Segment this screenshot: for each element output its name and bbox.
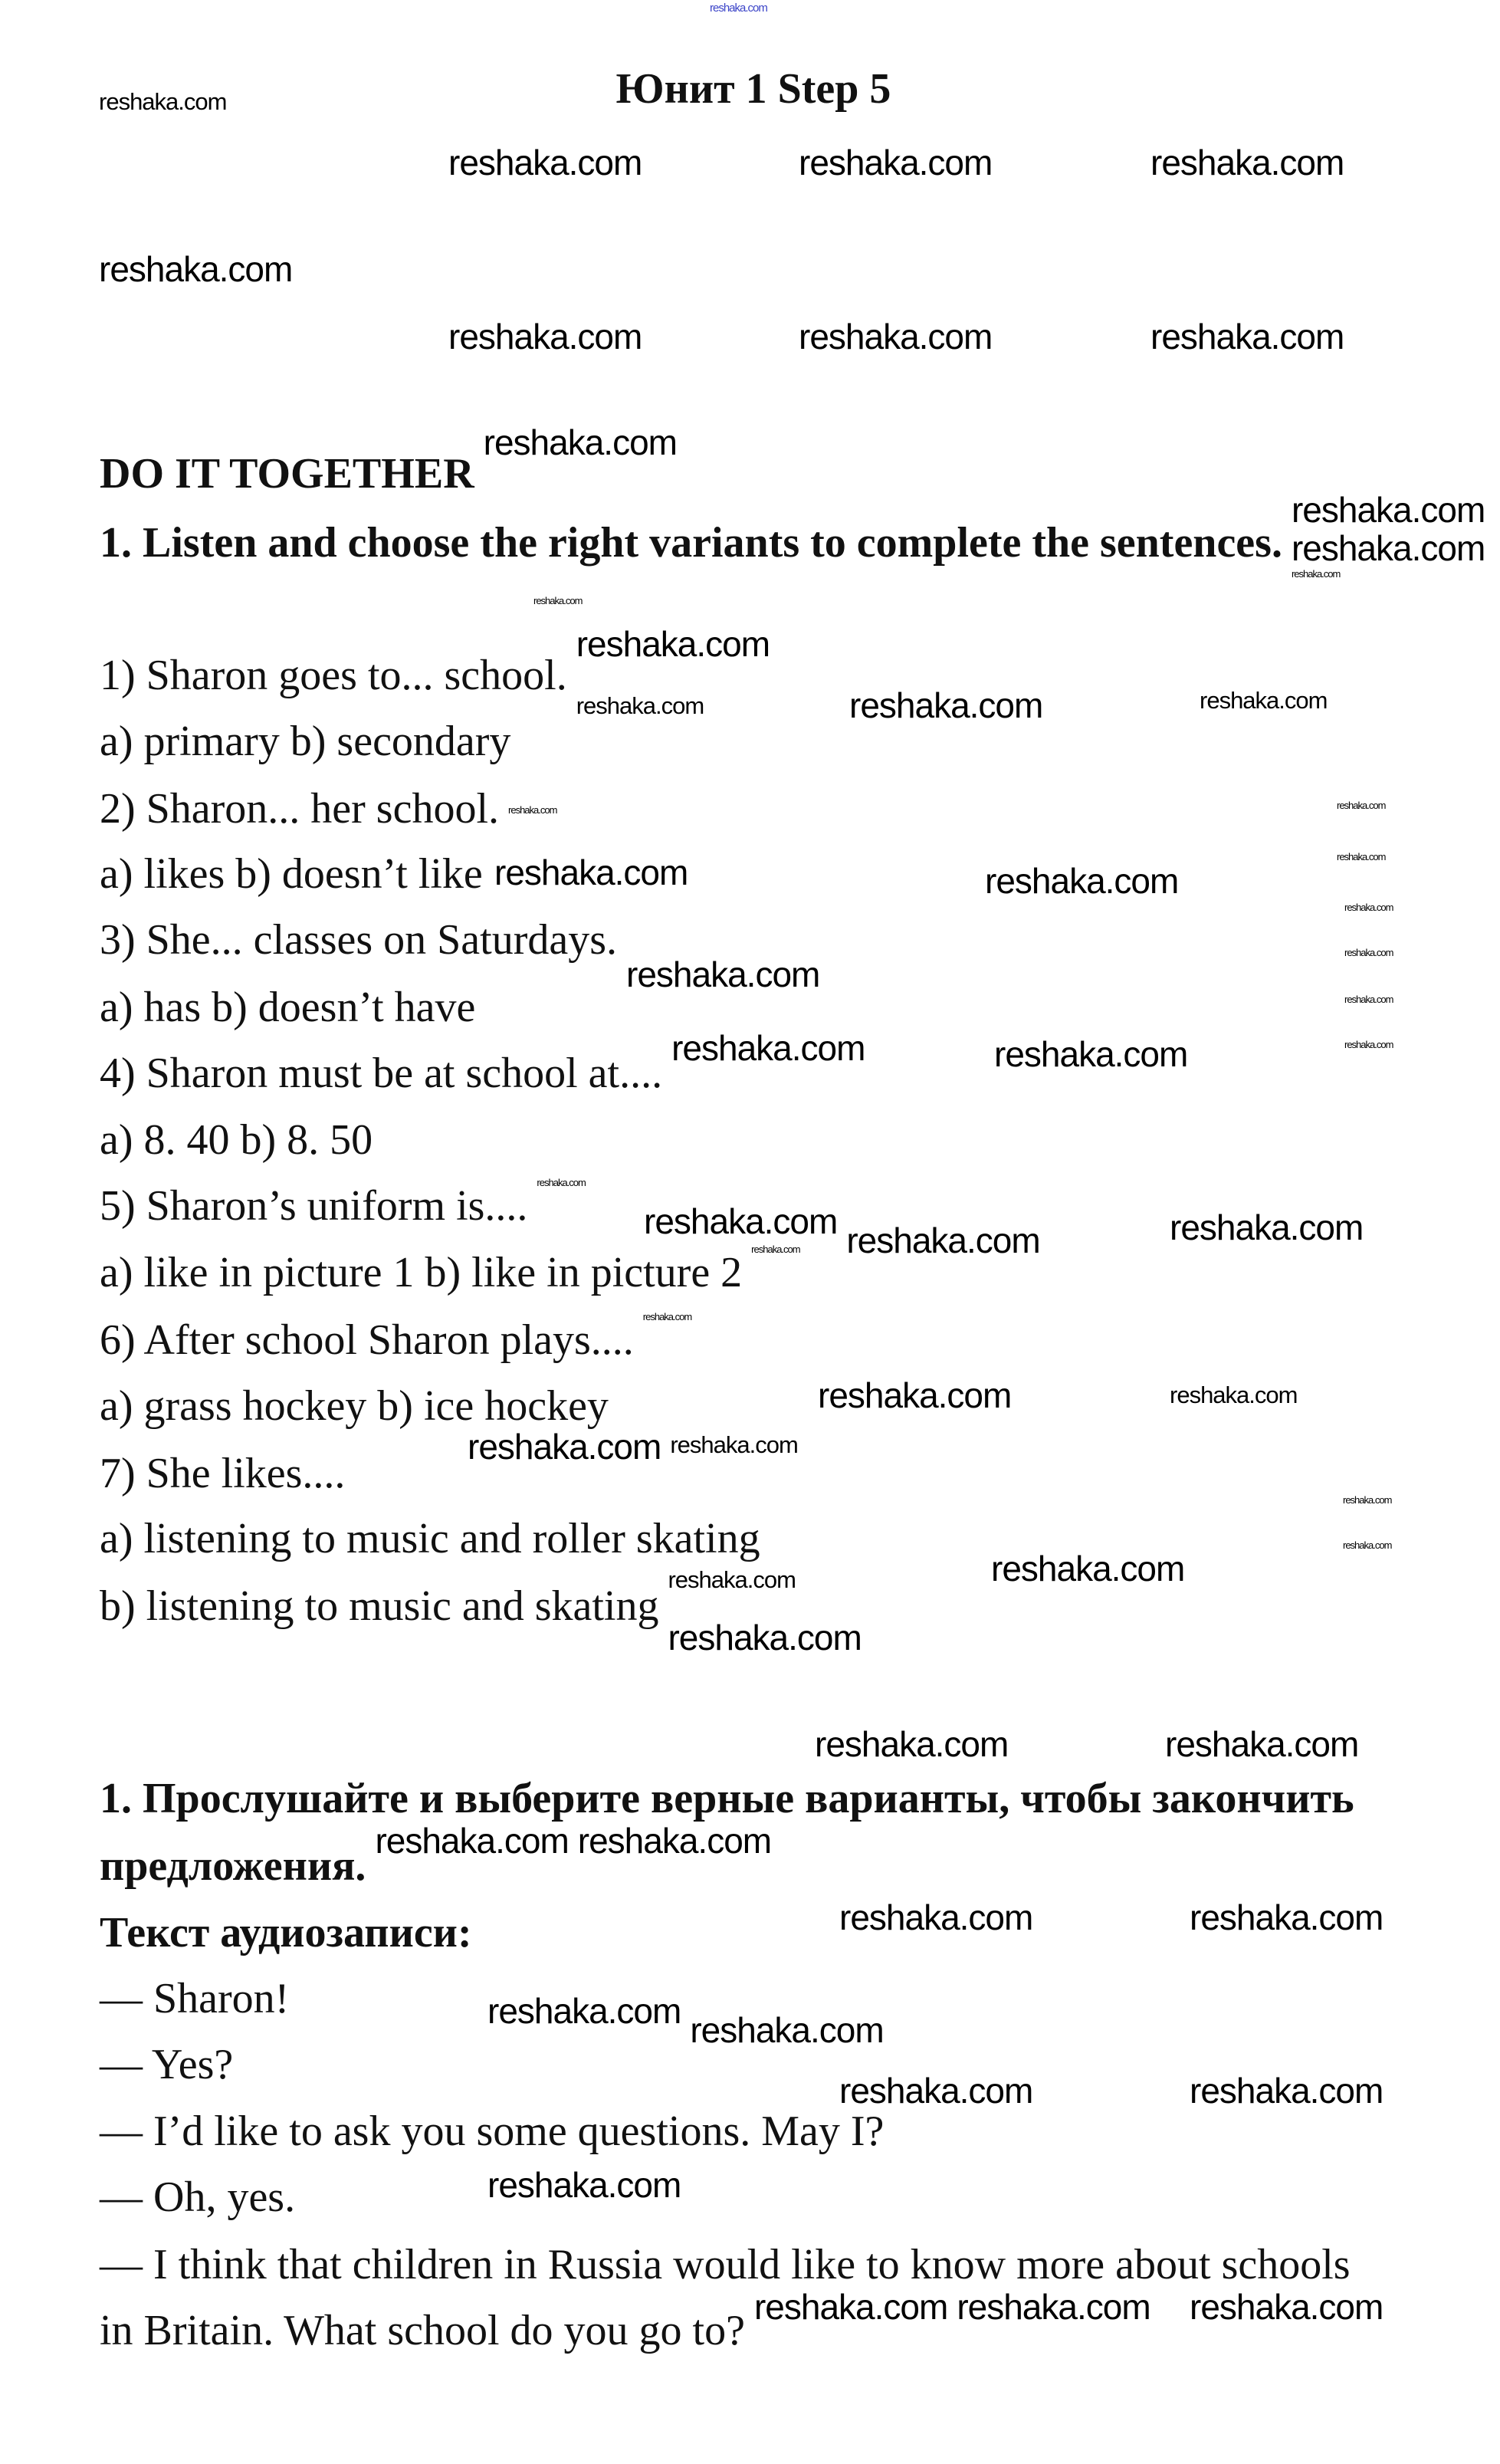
task-heading: 1. Listen and choose the right variants to complete the sentences. <box>100 519 1282 567</box>
watermark-text: reshaka.com <box>494 853 688 892</box>
watermark-text: reshaka.com <box>799 317 993 356</box>
watermark-text: reshaka.com <box>1343 1494 1392 1506</box>
question-line: 7) She likes.... <box>100 1450 346 1497</box>
question-line: 4) Sharon must be at school at.... <box>100 1050 663 1097</box>
watermark-text: reshaka.com <box>1344 947 1393 958</box>
watermark-text: reshaka.com <box>839 1897 1033 1937</box>
watermark-text: reshaka.com <box>533 595 583 606</box>
watermark-text: reshaka.com <box>1337 800 1386 811</box>
watermark-text: reshaka.com <box>1291 490 1485 530</box>
watermark-text: reshaka.com <box>1190 2071 1383 2111</box>
watermark-text: reshaka.com <box>799 143 993 182</box>
watermark-text: reshaka.com <box>815 1724 1009 1764</box>
answer-options-line: a) grass hockey b) ice hockey <box>100 1382 609 1430</box>
watermark-text: reshaka.com <box>99 249 293 289</box>
watermark-text: reshaka.com <box>994 1034 1188 1074</box>
watermark-text: reshaka.com <box>839 2071 1033 2111</box>
ru-task-heading: 1. Прослушайте и выберите верные варианты, чтобы закончить <box>100 1775 1354 1822</box>
watermark-text: reshaka.com <box>1150 317 1344 356</box>
watermark-text: reshaka.com <box>644 1201 838 1241</box>
watermark-text: reshaka.com <box>1200 687 1328 714</box>
watermark-text: reshaka.com <box>985 861 1179 901</box>
watermark-text: reshaka.com <box>483 422 677 462</box>
watermark-text: reshaka.com <box>537 1177 586 1188</box>
watermark-text: reshaka.com <box>508 804 557 816</box>
answer-options-line: a) 8. 40 b) 8. 50 <box>100 1116 373 1164</box>
watermark-text: reshaka.com <box>753 2287 948 2327</box>
watermark-text: reshaka.com <box>448 317 642 356</box>
watermark-text: reshaka.com <box>487 1991 681 2031</box>
watermark-text: reshaka.com <box>849 685 1043 725</box>
watermark-text: reshaka.com <box>375 1821 569 1861</box>
watermark-text: reshaka.com <box>1337 851 1386 862</box>
dialogue-line: — I think that children in Russia would like to know more about schools <box>100 2241 1351 2288</box>
answer-options-line: b) listening to music and skating <box>100 1582 659 1630</box>
dialogue-line: — Sharon! <box>100 1975 290 2022</box>
section-heading: DO IT TOGETHER <box>100 450 474 498</box>
watermark-text: reshaka.com <box>818 1375 1012 1415</box>
watermark-text: reshaka.com <box>1291 528 1485 568</box>
question-line: 2) Sharon... her school. <box>100 785 500 833</box>
dialogue-line: — Yes? <box>100 2041 234 2088</box>
watermark-text: reshaka.com <box>468 1427 661 1467</box>
question-line: 6) After school Sharon plays.... <box>100 1316 634 1364</box>
watermark-text: reshaka.com <box>487 2165 681 2205</box>
watermark-text: reshaka.com <box>668 1566 796 1593</box>
watermark-text: reshaka.com <box>99 88 227 115</box>
page-title: Юнит 1 Step 5 <box>615 65 891 113</box>
answer-options-line: a) has b) doesn’t have <box>100 984 476 1031</box>
watermark-text: reshaka.com <box>1291 568 1341 580</box>
watermark-text: reshaka.com <box>846 1221 1040 1260</box>
watermark-text: reshaka.com <box>1343 1539 1392 1551</box>
watermark-text: reshaka.com <box>642 1311 692 1322</box>
watermark-text: reshaka.com <box>1344 994 1393 1005</box>
question-line: 1) Sharon goes to... school. <box>100 652 567 699</box>
watermark-text: reshaka.com <box>1190 2287 1383 2327</box>
answer-options-line: a) primary b) secondary <box>100 718 511 765</box>
dialogue-line: in Britain. What school do you go to? <box>100 2307 745 2354</box>
watermark-text: reshaka.com <box>448 143 642 182</box>
watermark-text: reshaka.com <box>576 692 704 719</box>
watermark-text: reshaka.com <box>957 2287 1150 2327</box>
watermark-text: reshaka.com <box>577 1821 772 1861</box>
ru-task-heading-continued: предложения. <box>100 1842 366 1890</box>
answer-options-line: a) listening to music and roller skating <box>100 1515 760 1562</box>
watermark-text: reshaka.com <box>576 624 770 664</box>
question-line: 3) She... classes on Saturdays. <box>100 916 618 964</box>
dialogue-line: — I’d like to ask you some questions. May I? <box>100 2108 885 2155</box>
dialogue-line: — Oh, yes. <box>100 2173 296 2221</box>
watermark-text: reshaka.com <box>1344 902 1393 913</box>
watermark-text: reshaka.com <box>1190 1897 1383 1937</box>
watermark-text: reshaka.com <box>1344 1039 1393 1050</box>
watermark-text: reshaka.com <box>710 2 767 15</box>
watermark-text: reshaka.com <box>751 1243 800 1255</box>
watermark-text: reshaka.com <box>1165 1724 1359 1764</box>
watermark-text: reshaka.com <box>1170 1207 1364 1247</box>
answer-options-line: a) likes b) doesn’t like <box>100 850 483 898</box>
watermark-text: reshaka.com <box>1150 143 1344 182</box>
watermark-text: reshaka.com <box>1170 1381 1298 1408</box>
answer-options-line: a) like in picture 1 b) like in picture 2 <box>100 1249 743 1296</box>
watermark-text: reshaka.com <box>670 1431 798 1458</box>
audio-heading: Текст аудиозаписи: <box>100 1909 472 1956</box>
watermark-text: reshaka.com <box>690 2010 884 2050</box>
watermark-text: reshaka.com <box>991 1549 1185 1588</box>
watermark-text: reshaka.com <box>668 1618 862 1657</box>
watermark-text: reshaka.com <box>626 954 820 994</box>
watermark-text: reshaka.com <box>671 1028 865 1068</box>
question-line: 5) Sharon’s uniform is.... <box>100 1182 528 1230</box>
